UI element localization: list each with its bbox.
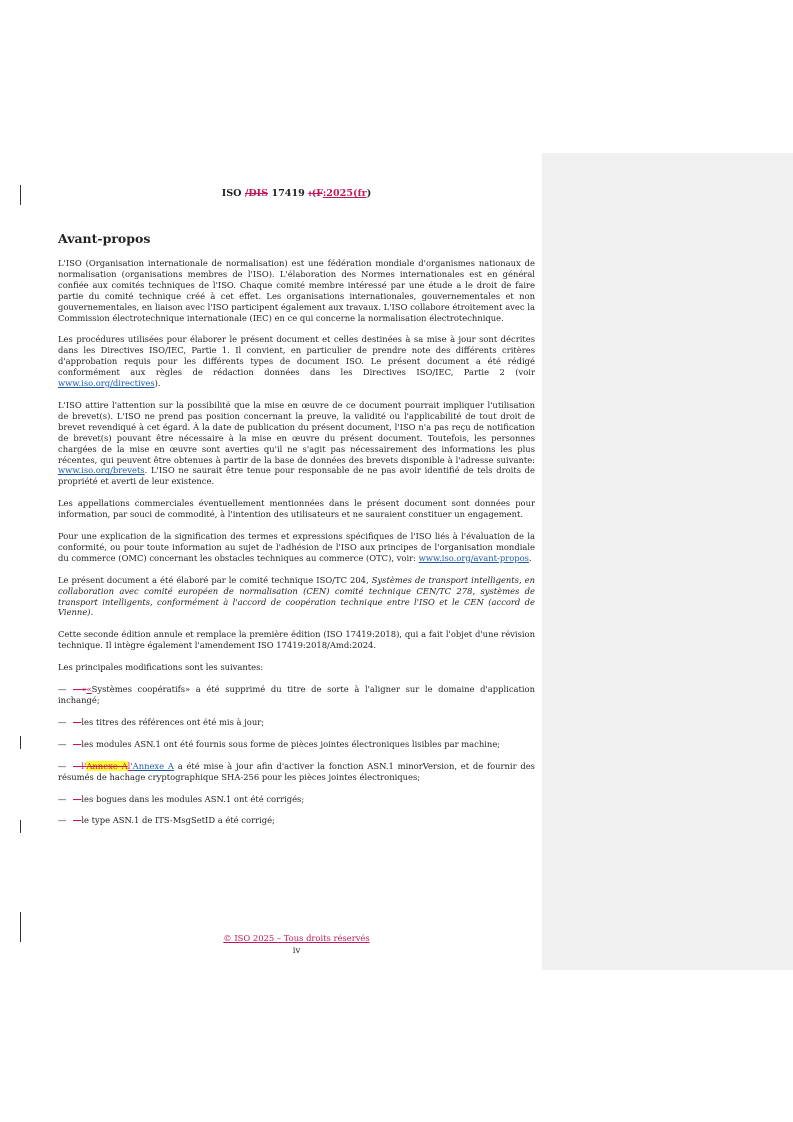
inserted-text: l'	[127, 760, 133, 771]
link-directives[interactable]: www.iso.org/directives	[58, 378, 155, 389]
deleted-text: «	[81, 684, 87, 695]
link-annex-a[interactable]: Annexe A	[132, 760, 174, 771]
document-header	[58, 188, 535, 199]
list-dash: —	[58, 684, 67, 695]
header-number: 17419	[271, 188, 305, 199]
paragraph-patents-text: L'ISO attire l'attention sur la possibilité que la mise en œuvre de ce document pourrait impliquer l'utilisation de brevet(s). L'ISO ne prend pas position concernant la preuve, la validité ou l'applicabilité de tout droit de brevet revendiqué à cet égard. À la date de publication du présent document, l'ISO n'a pas reçu de notification de brevet(s) pouvant être nécessaire à la mise en œuvre du présent document. Toutefois, les personnes chargées de la mise en œuvre sont averties qu'il ne s'agit pas nécessairement des informations les plus récentes, qui peuvent être obtenues à partir de la base de données des brevets disponible à l'adresse suivante:	[58, 399, 535, 465]
list-dash: —	[58, 738, 67, 749]
change-bar-item1	[20, 736, 21, 749]
deleted-dash: —	[73, 793, 82, 804]
list-item-text: les bogues dans les modules ASN.1 ont été corrigés;	[81, 793, 305, 804]
header-iso: ISO	[221, 188, 242, 199]
paragraph-committee	[58, 575, 535, 619]
page-footer	[58, 932, 535, 956]
header-deleted-lang: :(F	[308, 188, 323, 199]
paragraph-edition: Cette seconde édition annule et remplace la première édition (ISO 17419:2018), qui a fait l'objet d'une révision technique. Il intègre également l'amendement ISO 17419:2018/Amd:2024.	[58, 629, 535, 651]
deleted-dash: —	[73, 684, 82, 695]
list-item-text: a été mise à jour afin d'activer la fonction ASN.1 minorVersion, et de fournir des résumés de hachage cryptographique SHA-256 pour les pièces jointes électroniques;	[58, 760, 535, 782]
paragraph-changes-intro: Les principales modifications sont les suivantes:	[58, 662, 264, 673]
header-close: )	[366, 188, 372, 199]
list-item-text: les titres des références ont été mis à jour;	[81, 716, 265, 727]
list-item	[58, 684, 535, 706]
deleted-dash: —	[73, 815, 82, 826]
list-item	[58, 717, 535, 728]
list-item	[58, 815, 535, 826]
paragraph-procedures-end: ).	[154, 378, 161, 389]
change-bar-header	[20, 185, 21, 205]
deleted-dash: —	[73, 760, 82, 771]
paragraph-conformity-end: .	[528, 552, 532, 563]
paragraph-conformity	[58, 531, 535, 564]
footer-page-number: iv	[292, 945, 301, 955]
paragraph-committee-title: Systèmes de transport intelligents, en collaboration avec comité européen de normalisation (CEN) comité technique CEN/TC 278, systèmes de transport intelligents, conformément à l'accord de coopération technique entre l'ISO et le CEN (accord de Vienne)	[58, 574, 535, 618]
paragraph-committee-end: .	[90, 607, 94, 618]
list-dash: —	[58, 716, 67, 727]
page-title: Avant-propos	[58, 231, 151, 246]
header-inserted-year: :2025(fr	[322, 188, 367, 199]
paragraph-procedures	[58, 334, 535, 389]
paragraph-procedures-text: Les procédures utilisées pour élaborer le présent document et celles destinées à sa mise à jour sont décrites dans les Directives ISO/IEC, Partie 1. Il convient, en particulier de prendre note des différents critères d'approbation requis pour les différents types de document ISO. Le présent document a été rédigé conformément aux règles de rédaction données dans les Directives ISO/IEC, Partie 2 (voir	[58, 334, 535, 378]
list-item	[58, 794, 535, 805]
paragraph-conformity-text: Pour une explication de la signification des termes et expressions spécifiques de l'ISO liés à l'évaluation de la conformité, ou pour toute information au sujet de l'adhésion de l'ISO aux principes de l'organisation mondiale du commerce (OMC) concernant les obstacles techniques au commerce (OTC), voir:	[58, 531, 535, 563]
change-bar-footer	[20, 912, 21, 942]
list-item-text: les modules ASN.1 ont été fournis sous forme de pièces jointes électroniques lisibles par machine;	[81, 738, 501, 749]
footer-copyright: © ISO 2025 – Tous droits réservés	[223, 933, 370, 943]
paragraph-patents	[58, 400, 535, 487]
link-avant-propos[interactable]: www.iso.org/avant-propos	[418, 552, 529, 563]
list-dash: —	[58, 793, 67, 804]
comment-pane	[542, 153, 793, 970]
deleted-dash: —	[73, 716, 82, 727]
list-item	[58, 761, 535, 783]
link-brevets[interactable]: www.iso.org/brevets	[58, 465, 145, 476]
header-deleted-dis: /DIS	[244, 188, 269, 199]
inserted-text: «	[86, 684, 92, 695]
change-bar-item4	[20, 820, 21, 833]
list-dash: —	[58, 760, 67, 771]
deleted-dash: —	[73, 738, 82, 749]
changes-list	[58, 684, 535, 826]
paragraph-patents-end: . L'ISO ne saurait être tenue pour responsable de ne pas avoir identifié de tels droits de propriété et averti de leur existence.	[58, 465, 535, 487]
list-item	[58, 739, 535, 750]
deleted-text: l'	[81, 760, 87, 771]
list-item-text: le type ASN.1 de ITS-MsgSetID a été corrigé;	[81, 815, 275, 826]
deleted-annex-text: Annexe A	[86, 760, 128, 771]
paragraph-trade-names: Les appellations commerciales éventuellement mentionnées dans le présent document sont données pour information, par souci de commodité, à l'intention des utilisateurs et ne sauraient constituer un engagement.	[58, 498, 535, 520]
paragraph-committee-text: Le présent document a été élaboré par le comité technique ISO/TC 204,	[58, 574, 372, 585]
document-body	[58, 232, 535, 837]
list-item-text: Systèmes coopératifs» a été supprimé du titre de sorte à l'aligner sur le domaine d'application inchangé;	[58, 684, 535, 705]
paragraph-iso-intro: L'ISO (Organisation internationale de normalisation) est une fédération mondiale d'organismes nationaux de normalisation (organisations membres de l'ISO). L'élaboration des Normes internationales est en général confiée aux comités techniques de l'ISO. Chaque comité membre intéressé par une étude a le droit de faire partie du comité technique créé à cet effet. Les organisations internationales, gouvernementales et non gouvernementales, en liaison avec l'ISO participent également aux travaux. L'ISO collabore étroitement avec la Commission électrotechnique internationale (IEC) en ce qui concerne la normalisation électrotechnique.	[58, 258, 535, 323]
list-dash: —	[58, 815, 67, 826]
